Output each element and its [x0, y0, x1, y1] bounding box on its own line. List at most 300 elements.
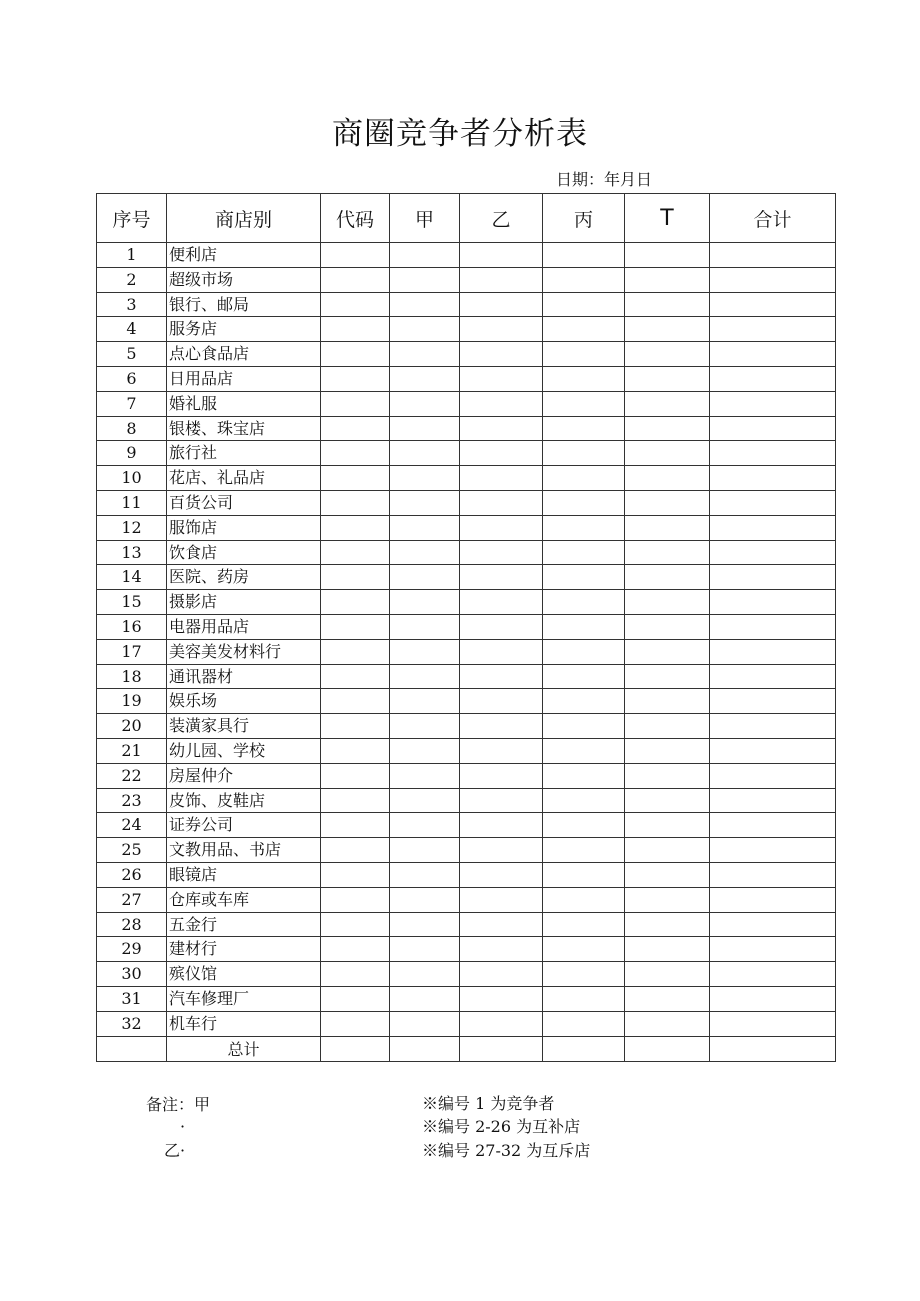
cell-yi[interactable]: [460, 540, 543, 565]
row-number: 1: [97, 243, 167, 268]
cell-t[interactable]: [625, 366, 710, 391]
cell-sum[interactable]: [710, 639, 836, 664]
cell-jia[interactable]: [390, 590, 460, 615]
cell-code[interactable]: [321, 639, 390, 664]
cell-code[interactable]: [321, 738, 390, 763]
row-number: 14: [97, 565, 167, 590]
cell-code[interactable]: [321, 416, 390, 441]
column-header-jia: 甲: [390, 194, 460, 243]
cell-code[interactable]: [321, 466, 390, 491]
row-number: 26: [97, 862, 167, 887]
cell-t[interactable]: [625, 1011, 710, 1036]
row-number: 28: [97, 912, 167, 937]
cell-code[interactable]: [321, 887, 390, 912]
store-type-name: 文教用品、书店: [167, 838, 321, 863]
row-number: 4: [97, 317, 167, 342]
cell-bing[interactable]: [543, 565, 625, 590]
store-type-name: 花店、礼品店: [167, 466, 321, 491]
row-number: 21: [97, 738, 167, 763]
table-row: [97, 937, 836, 962]
cell-bing[interactable]: [543, 590, 625, 615]
row-number: 9: [97, 441, 167, 466]
cell-jia[interactable]: [390, 267, 460, 292]
cell-yi[interactable]: [460, 838, 543, 863]
cell-jia[interactable]: [390, 714, 460, 739]
row-number: 3: [97, 292, 167, 317]
cell-yi[interactable]: [460, 590, 543, 615]
cell-yi[interactable]: [460, 738, 543, 763]
table-row: [97, 664, 836, 689]
cell-sum[interactable]: [710, 912, 836, 937]
row-number: 11: [97, 490, 167, 515]
cell-bing[interactable]: [543, 639, 625, 664]
cell-sum[interactable]: [710, 664, 836, 689]
cell-t[interactable]: [625, 590, 710, 615]
cell-sum[interactable]: [710, 962, 836, 987]
cell-t[interactable]: [625, 788, 710, 813]
table-row: [97, 466, 836, 491]
cell-jia[interactable]: [390, 243, 460, 268]
cell-yi[interactable]: [460, 887, 543, 912]
cell-yi[interactable]: [460, 714, 543, 739]
cell-jia[interactable]: [390, 416, 460, 441]
cell-code[interactable]: [321, 862, 390, 887]
total-row-label: 总计: [167, 1036, 321, 1061]
cell-yi[interactable]: [460, 342, 543, 367]
cell-sum[interactable]: [710, 1011, 836, 1036]
cell-code[interactable]: [321, 366, 390, 391]
table-row: [97, 962, 836, 987]
cell-t[interactable]: [625, 887, 710, 912]
store-type-name: 仓库或车库: [167, 887, 321, 912]
cell-yi[interactable]: [460, 366, 543, 391]
store-type-name: 饮食店: [167, 540, 321, 565]
cell-jia[interactable]: [390, 515, 460, 540]
table-row: [97, 416, 836, 441]
table-row: [97, 763, 836, 788]
cell-sum[interactable]: [710, 515, 836, 540]
store-type-name: 五金行: [167, 912, 321, 937]
row-number: 10: [97, 466, 167, 491]
cell-yi[interactable]: [460, 813, 543, 838]
row-number: 22: [97, 763, 167, 788]
cell-t[interactable]: [625, 689, 710, 714]
cell-t[interactable]: [625, 937, 710, 962]
table-row: [97, 912, 836, 937]
cell-bing[interactable]: [543, 267, 625, 292]
cell-t[interactable]: [625, 763, 710, 788]
cell-sum[interactable]: [710, 614, 836, 639]
cell-bing[interactable]: [543, 441, 625, 466]
cell-jia[interactable]: [390, 986, 460, 1011]
table-row: [97, 639, 836, 664]
cell-code[interactable]: [321, 614, 390, 639]
cell-yi[interactable]: [460, 243, 543, 268]
cell-jia[interactable]: [390, 342, 460, 367]
store-type-name: 百货公司: [167, 490, 321, 515]
total-cell-code[interactable]: [321, 1036, 390, 1061]
cell-yi[interactable]: [460, 689, 543, 714]
cell-yi[interactable]: [460, 986, 543, 1011]
cell-yi[interactable]: [460, 639, 543, 664]
cell-yi[interactable]: [460, 441, 543, 466]
cell-code[interactable]: [321, 838, 390, 863]
cell-code[interactable]: [321, 243, 390, 268]
cell-sum[interactable]: [710, 763, 836, 788]
cell-code[interactable]: [321, 540, 390, 565]
cell-jia[interactable]: [390, 887, 460, 912]
cell-sum[interactable]: [710, 540, 836, 565]
cell-code[interactable]: [321, 391, 390, 416]
cell-yi[interactable]: [460, 317, 543, 342]
cell-sum[interactable]: [710, 441, 836, 466]
cell-bing[interactable]: [543, 887, 625, 912]
store-type-name: 婚礼服: [167, 391, 321, 416]
total-row-no-cell[interactable]: [97, 1036, 167, 1061]
cell-bing[interactable]: [543, 738, 625, 763]
note-left-2: ·: [180, 1117, 186, 1136]
cell-jia[interactable]: [390, 937, 460, 962]
row-number: 15: [97, 590, 167, 615]
table-row: [97, 590, 836, 615]
row-number: 18: [97, 664, 167, 689]
cell-t[interactable]: [625, 565, 710, 590]
row-number: 27: [97, 887, 167, 912]
cell-bing[interactable]: [543, 986, 625, 1011]
cell-yi[interactable]: [460, 565, 543, 590]
cell-code[interactable]: [321, 441, 390, 466]
cell-bing[interactable]: [543, 366, 625, 391]
cell-bing[interactable]: [543, 317, 625, 342]
store-type-name: 旅行社: [167, 441, 321, 466]
store-type-name: 幼儿园、学校: [167, 738, 321, 763]
cell-t[interactable]: [625, 962, 710, 987]
cell-bing[interactable]: [543, 714, 625, 739]
cell-yi[interactable]: [460, 862, 543, 887]
cell-t[interactable]: [625, 540, 710, 565]
cell-bing[interactable]: [543, 813, 625, 838]
store-type-name: 通讯器材: [167, 664, 321, 689]
column-header-store-type: 商店别: [167, 194, 321, 243]
table-body: [97, 243, 836, 1037]
cell-bing[interactable]: [543, 664, 625, 689]
cell-code[interactable]: [321, 788, 390, 813]
column-header-total: 合计: [710, 194, 836, 243]
row-number: 25: [97, 838, 167, 863]
cell-jia[interactable]: [390, 292, 460, 317]
cell-yi[interactable]: [460, 763, 543, 788]
cell-yi[interactable]: [460, 416, 543, 441]
page-title: 商圈竞争者分析表: [332, 116, 588, 152]
cell-yi[interactable]: [460, 912, 543, 937]
row-number: 30: [97, 962, 167, 987]
table-row: [97, 838, 836, 863]
note-left-3: 乙·: [164, 1141, 186, 1160]
cell-code[interactable]: [321, 1011, 390, 1036]
cell-bing[interactable]: [543, 763, 625, 788]
cell-bing[interactable]: [543, 788, 625, 813]
cell-sum[interactable]: [710, 366, 836, 391]
cell-sum[interactable]: [710, 317, 836, 342]
column-header-bing: 丙: [543, 194, 625, 243]
header-row: [97, 194, 836, 243]
table-row: [97, 887, 836, 912]
cell-yi[interactable]: [460, 515, 543, 540]
cell-sum[interactable]: [710, 342, 836, 367]
store-type-name: 日用品店: [167, 366, 321, 391]
cell-jia[interactable]: [390, 689, 460, 714]
row-number: 29: [97, 937, 167, 962]
store-type-name: 装潢家具行: [167, 714, 321, 739]
row-number: 20: [97, 714, 167, 739]
cell-code[interactable]: [321, 937, 390, 962]
store-type-name: 超级市场: [167, 267, 321, 292]
note-right-1: ※编号 1 为竞争者: [422, 1094, 555, 1113]
table-row: [97, 1011, 836, 1036]
cell-sum[interactable]: [710, 267, 836, 292]
row-number: 6: [97, 366, 167, 391]
cell-t[interactable]: [625, 912, 710, 937]
total-cell-jia[interactable]: [390, 1036, 460, 1061]
cell-bing[interactable]: [543, 292, 625, 317]
cell-t[interactable]: [625, 243, 710, 268]
cell-jia[interactable]: [390, 838, 460, 863]
note-right-3: ※编号 27-32 为互斥店: [422, 1141, 591, 1160]
cell-bing[interactable]: [543, 466, 625, 491]
cell-sum[interactable]: [710, 590, 836, 615]
cell-t[interactable]: [625, 639, 710, 664]
cell-jia[interactable]: [390, 614, 460, 639]
cell-bing[interactable]: [543, 862, 625, 887]
cell-code[interactable]: [321, 342, 390, 367]
column-header-no: 序号: [97, 194, 167, 243]
cell-jia[interactable]: [390, 862, 460, 887]
store-type-name: 殡仪馆: [167, 962, 321, 987]
cell-sum[interactable]: [710, 490, 836, 515]
cell-code[interactable]: [321, 317, 390, 342]
store-type-name: 银行、邮局: [167, 292, 321, 317]
cell-yi[interactable]: [460, 466, 543, 491]
row-number: 23: [97, 788, 167, 813]
table-row: [97, 565, 836, 590]
cell-bing[interactable]: [543, 540, 625, 565]
cell-sum[interactable]: [710, 416, 836, 441]
table-row: [97, 317, 836, 342]
table-row: [97, 986, 836, 1011]
cell-t[interactable]: [625, 813, 710, 838]
cell-sum[interactable]: [710, 243, 836, 268]
cell-jia[interactable]: [390, 912, 460, 937]
store-type-name: 娱乐场: [167, 689, 321, 714]
total-cell-t[interactable]: [625, 1036, 710, 1061]
cell-t[interactable]: [625, 391, 710, 416]
cell-sum[interactable]: [710, 292, 836, 317]
row-number: 19: [97, 689, 167, 714]
cell-yi[interactable]: [460, 614, 543, 639]
cell-code[interactable]: [321, 590, 390, 615]
cell-bing[interactable]: [543, 689, 625, 714]
store-type-name: 摄影店: [167, 590, 321, 615]
cell-bing[interactable]: [543, 912, 625, 937]
total-cell-sum[interactable]: [710, 1036, 836, 1061]
cell-yi[interactable]: [460, 391, 543, 416]
cell-t[interactable]: [625, 342, 710, 367]
cell-yi[interactable]: [460, 267, 543, 292]
cell-t[interactable]: [625, 441, 710, 466]
cell-jia[interactable]: [390, 664, 460, 689]
cell-jia[interactable]: [390, 738, 460, 763]
table-row: [97, 441, 836, 466]
cell-bing[interactable]: [543, 243, 625, 268]
cell-jia[interactable]: [390, 763, 460, 788]
cell-sum[interactable]: [710, 887, 836, 912]
cell-jia[interactable]: [390, 317, 460, 342]
store-type-name: 便利店: [167, 243, 321, 268]
row-number: 2: [97, 267, 167, 292]
cell-code[interactable]: [321, 267, 390, 292]
table-row: [97, 540, 836, 565]
cell-code[interactable]: [321, 986, 390, 1011]
cell-bing[interactable]: [543, 962, 625, 987]
store-type-name: 医院、药房: [167, 565, 321, 590]
table-row: [97, 292, 836, 317]
cell-t[interactable]: [625, 317, 710, 342]
store-type-name: 美容美发材料行: [167, 639, 321, 664]
cell-yi[interactable]: [460, 490, 543, 515]
cell-t[interactable]: [625, 490, 710, 515]
cell-yi[interactable]: [460, 1011, 543, 1036]
cell-t[interactable]: [625, 862, 710, 887]
cell-t[interactable]: [625, 986, 710, 1011]
competitor-analysis-table: [96, 193, 836, 1062]
cell-code[interactable]: [321, 689, 390, 714]
cell-bing[interactable]: [543, 391, 625, 416]
cell-t[interactable]: [625, 515, 710, 540]
cell-jia[interactable]: [390, 366, 460, 391]
cell-sum[interactable]: [710, 862, 836, 887]
row-number: 5: [97, 342, 167, 367]
cell-t[interactable]: [625, 466, 710, 491]
cell-bing[interactable]: [543, 515, 625, 540]
cell-sum[interactable]: [710, 986, 836, 1011]
cell-t[interactable]: [625, 267, 710, 292]
cell-yi[interactable]: [460, 788, 543, 813]
cell-t[interactable]: [625, 838, 710, 863]
cell-bing[interactable]: [543, 614, 625, 639]
table-row: [97, 714, 836, 739]
cell-code[interactable]: [321, 813, 390, 838]
cell-code[interactable]: [321, 292, 390, 317]
cell-yi[interactable]: [460, 962, 543, 987]
cell-t[interactable]: [625, 292, 710, 317]
cell-jia[interactable]: [390, 391, 460, 416]
table-row: [97, 614, 836, 639]
cell-sum[interactable]: [710, 738, 836, 763]
row-number: 8: [97, 416, 167, 441]
note-left-1: 备注：甲: [146, 1095, 211, 1114]
table-row: [97, 391, 836, 416]
cell-code[interactable]: [321, 714, 390, 739]
cell-code[interactable]: [321, 962, 390, 987]
table-row: [97, 738, 836, 763]
store-type-name: 建材行: [167, 937, 321, 962]
cell-sum[interactable]: [710, 788, 836, 813]
row-number: 13: [97, 540, 167, 565]
cell-code[interactable]: [321, 490, 390, 515]
store-type-name: 服务店: [167, 317, 321, 342]
cell-jia[interactable]: [390, 490, 460, 515]
cell-jia[interactable]: [390, 565, 460, 590]
note-right-2: ※编号 2-26 为互补店: [422, 1117, 581, 1136]
cell-jia[interactable]: [390, 813, 460, 838]
cell-sum[interactable]: [710, 813, 836, 838]
table-row: [97, 342, 836, 367]
cell-code[interactable]: [321, 763, 390, 788]
cell-jia[interactable]: [390, 788, 460, 813]
table-row: [97, 788, 836, 813]
cell-bing[interactable]: [543, 1011, 625, 1036]
table-row: [97, 689, 836, 714]
store-type-name: 银楼、珠宝店: [167, 416, 321, 441]
date-label: 日期：年月日: [556, 170, 653, 189]
cell-jia[interactable]: [390, 962, 460, 987]
table-row: [97, 862, 836, 887]
cell-bing[interactable]: [543, 937, 625, 962]
table-row: [97, 366, 836, 391]
cell-t[interactable]: [625, 614, 710, 639]
store-type-name: 点心食品店: [167, 342, 321, 367]
cell-sum[interactable]: [710, 838, 836, 863]
cell-jia[interactable]: [390, 540, 460, 565]
cell-bing[interactable]: [543, 838, 625, 863]
cell-code[interactable]: [321, 912, 390, 937]
cell-t[interactable]: [625, 416, 710, 441]
cell-t[interactable]: [625, 664, 710, 689]
store-type-name: 机车行: [167, 1011, 321, 1036]
cell-jia[interactable]: [390, 1011, 460, 1036]
cell-bing[interactable]: [543, 342, 625, 367]
table-row: [97, 267, 836, 292]
cell-sum[interactable]: [710, 391, 836, 416]
cell-sum[interactable]: [710, 565, 836, 590]
cell-t[interactable]: [625, 738, 710, 763]
store-type-name: 服饰店: [167, 515, 321, 540]
cell-code[interactable]: [321, 664, 390, 689]
cell-code[interactable]: [321, 515, 390, 540]
cell-sum[interactable]: [710, 937, 836, 962]
cell-bing[interactable]: [543, 490, 625, 515]
cell-yi[interactable]: [460, 937, 543, 962]
cell-sum[interactable]: [710, 714, 836, 739]
cell-code[interactable]: [321, 565, 390, 590]
column-header-code: 代码: [321, 194, 390, 243]
table-row: [97, 243, 836, 268]
cell-bing[interactable]: [543, 416, 625, 441]
total-row: [97, 1036, 836, 1061]
cell-t[interactable]: [625, 714, 710, 739]
store-type-name: 皮饰、皮鞋店: [167, 788, 321, 813]
cell-jia[interactable]: [390, 639, 460, 664]
row-number: 31: [97, 986, 167, 1011]
total-cell-bing[interactable]: [543, 1036, 625, 1061]
cell-jia[interactable]: [390, 441, 460, 466]
cell-sum[interactable]: [710, 689, 836, 714]
cell-sum[interactable]: [710, 466, 836, 491]
cell-jia[interactable]: [390, 466, 460, 491]
cell-yi[interactable]: [460, 664, 543, 689]
total-cell-yi[interactable]: [460, 1036, 543, 1061]
cell-yi[interactable]: [460, 292, 543, 317]
